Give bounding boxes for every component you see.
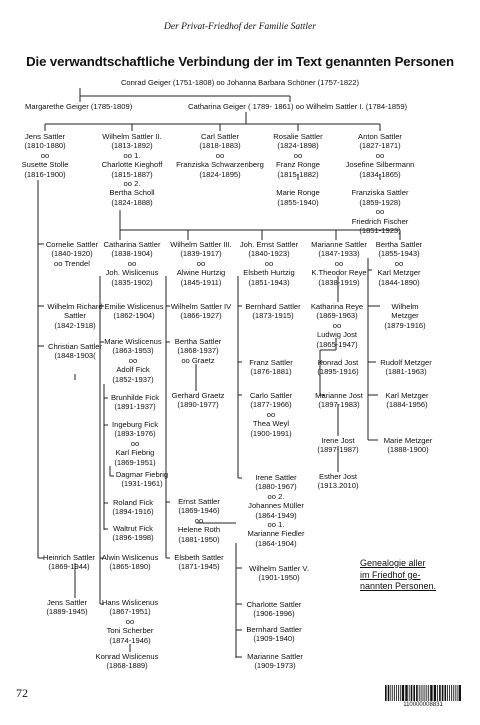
person-line: Johannes Müller <box>248 501 304 511</box>
person-line: Wilhelm Sattler IV <box>170 302 232 311</box>
person-line: oo <box>264 258 274 268</box>
person-line: (1838-1919) <box>318 277 360 287</box>
person-line: oo <box>394 258 404 268</box>
person-line: Bernhard Sattler <box>246 625 302 634</box>
person-line: (1890-1977) <box>177 400 219 410</box>
person-line: Wilhelm Sattler III. <box>170 240 232 249</box>
person-line: (1888-1900) <box>387 445 429 455</box>
person-line: (1848-1903( <box>54 351 96 361</box>
person-line: (1859-1928) <box>359 197 401 207</box>
person-line: Ingeburg Fick <box>111 420 158 429</box>
person-line: (1869-1946) <box>178 506 220 516</box>
person-line: Helene Roth <box>177 525 221 535</box>
person-line: Ludwig Jost <box>316 330 358 340</box>
person-line: (1838-1904) <box>111 249 153 259</box>
person-line: (1884-1956) <box>386 400 428 410</box>
person-line: (1931-1961) <box>121 479 163 489</box>
person-line: oo <box>375 207 385 217</box>
person-line: (1897-1983) <box>318 400 360 410</box>
person-line: Bernhard Sattler <box>245 302 301 311</box>
person-line: (1810-1880) <box>24 141 66 151</box>
person-line: (1851-1943) <box>248 277 290 287</box>
person-line: (1816-1900) <box>24 169 66 179</box>
page-title: Die verwandtschaftliche Verbindung der im Text genannten Personen <box>26 54 454 69</box>
note-line: nannten Personen. <box>360 581 437 591</box>
note-line: Genealogie aller <box>360 558 426 568</box>
margarethe-geiger: Margarethe Geiger (1785-1809) <box>25 102 133 111</box>
person-line: (1840-1920) <box>51 249 93 259</box>
person-line: (1909-1973) <box>254 661 296 671</box>
person-line: Marie Ronge <box>276 188 320 198</box>
person-line: (1871-1945) <box>178 562 220 572</box>
page-number: 72 <box>16 686 28 700</box>
person-line: (1852-1937) <box>112 374 154 384</box>
person-line: Alwine Hurtzig <box>176 268 226 278</box>
person-line: (1867-1951) <box>109 607 151 617</box>
person-line: (1873-1915) <box>252 311 294 321</box>
person-line: (1880-1967) <box>255 482 297 492</box>
person-line: Elsbeth Hurtzig <box>243 268 295 278</box>
person-line: Karl Fiebrig <box>115 448 155 458</box>
person-line: Dagmar Fiebrig <box>115 470 169 479</box>
person-line: oo 2. <box>267 491 285 501</box>
person-line: (1864-1904) <box>255 538 297 548</box>
person-line: oo 2. <box>123 179 141 189</box>
person-line: (1897-1987) <box>317 445 359 455</box>
person-line: oo 1. <box>267 520 285 530</box>
person-line: oo <box>127 258 137 268</box>
person-line: oo <box>130 438 140 448</box>
person-line: (1876-1881) <box>250 367 292 377</box>
person-line: Carl Sattler <box>201 132 239 141</box>
person-line: oo <box>40 150 50 160</box>
person-line: oo <box>334 258 344 268</box>
person-line: (1865-1947) <box>316 339 358 349</box>
person-line: Wilhelm Sattler II. <box>102 132 162 141</box>
person-line: Brunhilde Fick <box>110 393 160 402</box>
person-line: Heinrich Sattler <box>43 553 95 562</box>
person-line: Rudolf Metzger <box>380 358 432 367</box>
person-line: Gerhard Graetz <box>171 391 225 400</box>
person-line: Bertha Sattler <box>375 240 423 249</box>
person-line: (1855-1943) <box>378 249 420 259</box>
person-line: oo Graetz <box>181 355 215 365</box>
person-line: Karl Metzger <box>385 391 429 400</box>
person-line: oo <box>194 515 204 525</box>
person-line: Jens Sattler <box>46 598 88 607</box>
person-line: Konrad Jost <box>317 358 359 367</box>
person-line: Irene Jost <box>321 436 355 445</box>
person-line: (1863-1953) <box>112 346 154 356</box>
person-line: (1877-1966) <box>250 400 292 410</box>
person-line: (1834-1865) <box>359 169 401 179</box>
person-line: oo <box>332 320 342 330</box>
person-line: oo <box>128 355 138 365</box>
person-line: Marie Metzger <box>383 436 433 445</box>
person-line: (1866-1927) <box>180 311 222 321</box>
person-line: (1869-1944) <box>48 562 90 572</box>
person-line: (1845-1911) <box>180 277 222 287</box>
person-line: (1881-1963) <box>385 367 427 377</box>
page-header: Der Privat-Friedhof der Familie Sattler <box>164 22 316 32</box>
person-line: (1874-1946) <box>109 635 151 645</box>
person-line: Roland Fick <box>112 498 154 507</box>
person-line: (1839-1917) <box>180 249 222 259</box>
person-line: oo Trendel <box>54 258 90 268</box>
person-line: (1869-1963) <box>316 311 358 321</box>
person-line: Waltrut Fick <box>113 524 153 533</box>
person-line: Anton Sattler <box>358 132 402 141</box>
person-line: (1815-1887) <box>111 169 153 179</box>
person-line: (1818-1883) <box>199 141 241 151</box>
person-line: Rosalie Sattler <box>273 132 323 141</box>
person-line: Franziska Schwarzenberg <box>176 160 264 170</box>
person-line: (1824-1888) <box>111 197 153 207</box>
person-line: Sattler <box>64 311 86 321</box>
person-line: Friedrich Fischer <box>351 216 409 226</box>
person-line: Marianne Fiedler <box>247 529 305 539</box>
person-line: Marianne Jost <box>315 391 363 400</box>
person-line: oo <box>266 409 276 419</box>
person-line: Christian Sattler <box>47 342 103 351</box>
person-line: Joh. Wislicenus <box>105 268 159 278</box>
person-line: (1815-1882) <box>277 169 319 179</box>
person-line: (1868-1937) <box>177 346 219 356</box>
person-line: oo <box>196 258 206 268</box>
person-line: Jens Sattler <box>24 132 66 141</box>
person-line: oo <box>215 150 225 160</box>
person-line: (1813-1892) <box>111 141 153 151</box>
person-line: K.Theodor Reye <box>311 268 367 278</box>
person-line: Carlo Sattler <box>249 391 293 400</box>
person-line: (1896-1998) <box>112 533 154 543</box>
person-line: (1895-1916) <box>317 367 359 377</box>
person-line: Franz Ronge <box>276 160 320 170</box>
person-line: Charlotte Kieghoff <box>101 160 163 170</box>
person-line: Cornelie Sattler <box>45 240 99 249</box>
person-line: Charlotte Sattler <box>246 600 302 609</box>
person-line: (1842-1918) <box>54 320 96 330</box>
person-line: oo <box>125 616 135 626</box>
person-line: Thea Weyl <box>252 419 290 429</box>
person-line: Joh. Ernst Sattler <box>239 240 299 249</box>
person-line: (1824-1895) <box>199 169 241 179</box>
person-line: (1868-1889) <box>106 661 148 671</box>
person-line: Adolf Fick <box>116 365 150 375</box>
person-line: Konrad Wislicenus <box>95 652 159 661</box>
person-line: Marianne Sattler <box>311 240 367 249</box>
person-line: (1891-1937) <box>114 402 156 412</box>
person-line: (1900-1991) <box>250 428 292 438</box>
barcode-number: 110000008831 <box>403 702 443 708</box>
person-line: (1894-1916) <box>112 507 154 517</box>
person-line: (1840-1923) <box>248 249 290 259</box>
person-line: (1906-1996) <box>253 609 295 619</box>
catharina-geiger-couple: Catharina Geiger ( 1789- 1861) oo Wilhelm Sattler I. (1784-1859) <box>188 102 408 111</box>
person-line: Emilie Wislicenus <box>104 302 164 311</box>
note-line: im Friedhof ge- <box>360 569 421 580</box>
person-line: Karl Metzger <box>377 268 421 278</box>
person-line: (1855-1940) <box>277 197 319 207</box>
person-line: (1869-1951) <box>114 457 156 467</box>
person-line: Franziska Sattler <box>351 188 409 198</box>
person-line: Metzger <box>391 311 419 321</box>
person-line: (1844-1890) <box>378 277 420 287</box>
person-line: (1909-1940) <box>253 634 295 644</box>
person-line: Ernst Sattler <box>178 497 220 506</box>
person-line: Wilhelm Richard <box>47 302 103 311</box>
person-line: (1827-1871) <box>359 141 401 151</box>
person-line: (1835-1902) <box>111 277 153 287</box>
person-line: (1847-1933) <box>318 249 360 259</box>
person-line: (1913.2010) <box>317 481 359 491</box>
person-line: Esther Jost <box>319 472 357 481</box>
person-line: Alwin Wislicenus <box>101 553 159 562</box>
person-line: (1901-1950) <box>258 573 300 583</box>
person-line: Catharina Sattler <box>103 240 161 249</box>
person-line: (1851-1923) <box>359 226 401 236</box>
person-line: (1889-1945) <box>46 607 88 617</box>
person-line: oo <box>375 150 385 160</box>
person-line: (1865-1890) <box>109 562 151 572</box>
person-line: Bertha Scholl <box>109 188 155 198</box>
person-line: (1893-1976) <box>114 429 156 439</box>
person-line: oo 1. <box>123 150 141 160</box>
person-line: (1862-1904) <box>113 311 155 321</box>
person-line: Elsbeth Sattler <box>174 553 224 562</box>
person-line: oo <box>293 150 303 160</box>
person-line: Marianne Sattler <box>247 652 303 661</box>
person-line: Bertha Sattler <box>174 337 222 346</box>
person-line: Josefine Silbermann <box>345 160 415 170</box>
root-couple: Conrad Geiger (1751-1808) oo Johanna Barbara Schöner (1757-1822) <box>120 78 360 87</box>
person-line: Katharina Reye <box>310 302 364 311</box>
person-line: Wilhelm Sattler V. <box>249 564 309 573</box>
person-line: Marie Wislicenus <box>104 337 162 346</box>
person-line: (1879-1916) <box>384 320 426 330</box>
person-line: Hans Wislicenus <box>101 598 159 607</box>
person-line: Susette Stolle <box>21 160 69 170</box>
person-line: (1864-1949) <box>255 510 297 520</box>
person-line: (1824-1898) <box>277 141 319 151</box>
person-line: Irene Sattler <box>255 473 297 482</box>
person-line: Toni Scherber <box>106 626 154 636</box>
person-line: (1881-1950) <box>178 534 220 544</box>
person-line: Wilhelm <box>391 302 419 311</box>
person-line: Franz Sattler <box>249 358 293 367</box>
